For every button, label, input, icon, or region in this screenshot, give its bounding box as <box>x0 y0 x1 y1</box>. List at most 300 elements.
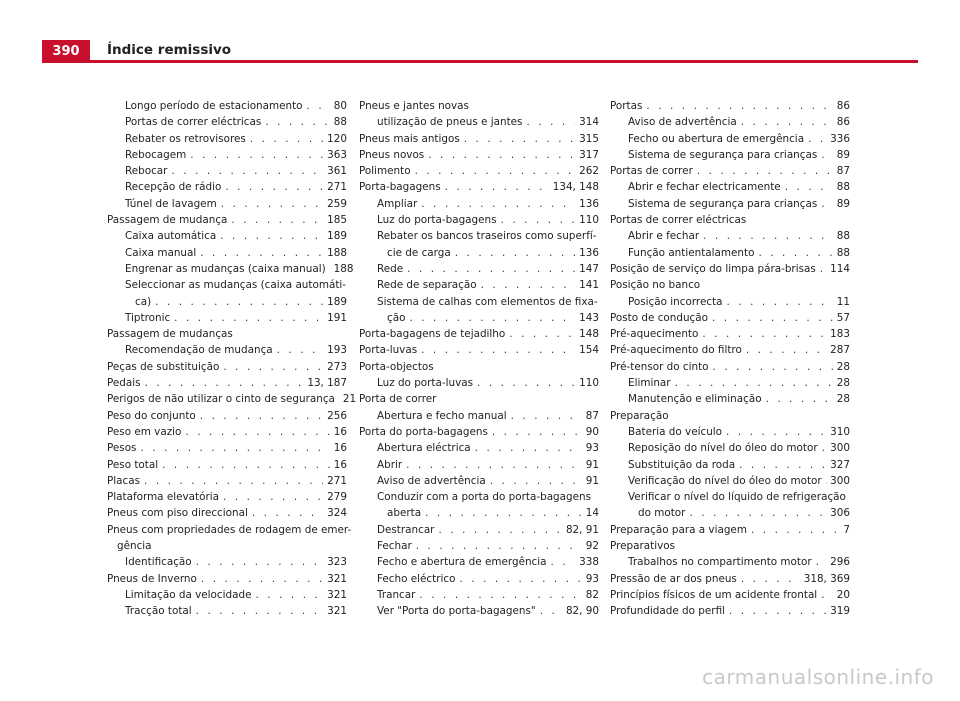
entry-page: 183 <box>830 328 850 341</box>
index-entry <box>107 261 354 277</box>
dot-leader <box>741 571 800 587</box>
dot-leader <box>526 114 575 130</box>
index-entry <box>107 196 347 212</box>
index-entry <box>610 179 850 195</box>
dot-leader <box>196 603 323 619</box>
dot-leader <box>196 554 323 570</box>
index-entry <box>359 408 599 424</box>
entry-text: Placas <box>107 474 141 487</box>
dot-leader <box>277 342 324 358</box>
dot-leader <box>746 342 826 358</box>
header-rule <box>42 60 918 63</box>
index-entry <box>359 538 599 554</box>
index-entry <box>107 114 347 130</box>
dot-leader <box>265 114 330 130</box>
entry-text: Eliminar <box>628 377 671 390</box>
dot-leader <box>459 571 581 587</box>
index-column-2 <box>359 98 599 620</box>
entry-page: 110 <box>579 214 599 227</box>
dot-leader <box>739 457 826 473</box>
index-entry <box>107 587 347 603</box>
entry-page: 82, 90 <box>565 605 599 618</box>
entry-text: Caixa automática <box>125 230 217 243</box>
entry-page: 271 <box>327 181 347 194</box>
entry-text: Rebocar <box>125 165 168 178</box>
entry-page: 82 <box>585 588 599 601</box>
entry-text: Função antientalamento <box>628 246 755 259</box>
dot-leader <box>492 424 582 440</box>
page-number: 390 <box>42 40 90 63</box>
dot-leader <box>174 310 323 326</box>
entry-text-continued: do motor <box>638 507 686 520</box>
dot-leader <box>509 326 575 342</box>
entry-page: 28 <box>836 377 850 390</box>
entry-text: Seleccionar as mudanças (caixa automáti- <box>125 279 347 292</box>
entry-page: 296 <box>830 556 850 569</box>
index-heading: Porta-objectos <box>359 360 434 373</box>
entry-text: Porta-bagagens <box>359 181 441 194</box>
dot-leader <box>307 98 330 114</box>
dot-leader <box>727 294 833 310</box>
entry-text-continued: gência <box>117 540 152 553</box>
entry-text: Porta do porta-bagagens <box>359 425 488 438</box>
dot-leader <box>822 440 827 456</box>
entry-text-continued: ca) <box>135 295 152 308</box>
entry-text: Portas de correr eléctricas <box>125 116 262 129</box>
entry-text: Pré-aquecimento do filtro <box>610 344 742 357</box>
index-heading: Posição no banco <box>610 279 701 292</box>
index-entry <box>359 114 599 130</box>
index-entry <box>359 277 599 293</box>
index-entry <box>610 310 850 326</box>
dot-leader <box>225 179 323 195</box>
dot-leader <box>231 212 323 228</box>
entry-text: Trabalhos no compartimento motor <box>628 556 812 569</box>
dot-leader <box>808 131 826 147</box>
entry-text-continued: cie de carga <box>387 246 451 259</box>
entry-page: 154 <box>579 344 599 357</box>
index-entry <box>610 131 850 147</box>
dot-leader <box>221 196 323 212</box>
entry-text: Fecho eléctrico <box>377 572 456 585</box>
dot-leader <box>646 98 832 114</box>
entry-text: Polimento <box>359 165 411 178</box>
index-entry <box>107 522 352 555</box>
entry-page: 310 <box>830 425 850 438</box>
index-entry <box>107 554 347 570</box>
entry-page: 321 <box>327 588 347 601</box>
index-entry <box>359 131 599 147</box>
entry-text: Princípios físicos de um acidente frontal <box>610 588 818 601</box>
entry-text: Passagem de mudança <box>107 214 228 227</box>
page-title: Índice remissivo <box>107 42 232 58</box>
index-entry <box>107 228 347 244</box>
entry-page: 279 <box>327 491 347 504</box>
dot-leader <box>415 163 576 179</box>
index-entry <box>610 261 850 277</box>
entry-text: Fecho e abertura de emergência <box>377 556 547 569</box>
entry-page: 318, 369 <box>803 572 850 585</box>
index-heading: Preparativos <box>610 540 676 553</box>
index-entry <box>359 342 599 358</box>
entry-page: 191 <box>327 311 347 324</box>
entry-text: Recomendação de mudança <box>125 344 273 357</box>
index-entry <box>107 505 347 521</box>
entry-text: Posição de serviço do limpa pára-brisas <box>610 262 816 275</box>
entry-page: 141 <box>579 279 599 292</box>
entry-page: 338 <box>579 556 599 569</box>
index-heading: Portas de correr eléctricas <box>610 214 747 227</box>
dot-leader <box>464 131 575 147</box>
index-entry <box>107 473 347 489</box>
dot-leader <box>511 408 582 424</box>
index-entry <box>610 245 850 261</box>
entry-text: Engrenar as mudanças (caixa manual) <box>125 262 326 275</box>
entry-page: 28 <box>836 360 850 373</box>
entry-page: 189 <box>327 295 347 308</box>
entry-text: Manutenção e eliminação <box>628 393 762 406</box>
entry-text: Peso em vazio <box>107 425 182 438</box>
entry-text: Verificar o nível do líquido de refrigeração <box>628 491 846 504</box>
index-entry <box>359 212 599 228</box>
entry-text: Sistema de calhas com elementos de fixa- <box>377 295 598 308</box>
index-entry <box>359 457 599 473</box>
entry-text: Fechar <box>377 540 412 553</box>
entry-page: 120 <box>327 132 347 145</box>
entry-text: Rede <box>377 262 404 275</box>
entry-page: 86 <box>836 100 850 112</box>
dot-leader <box>220 228 323 244</box>
entry-page: 189 <box>327 230 347 243</box>
entry-text: Verificação do nível do óleo do motor <box>628 474 822 487</box>
entry-page: 134, 148 <box>552 181 599 194</box>
entry-page: 327 <box>830 458 850 471</box>
dot-leader <box>501 212 576 228</box>
index-entry <box>610 147 850 163</box>
entry-text: Substituição da roda <box>628 458 736 471</box>
watermark: carmanualsonline.info <box>702 665 934 689</box>
entry-text: Recepção de rádio <box>125 181 222 194</box>
entry-page: 92 <box>585 540 599 553</box>
index-entry <box>107 603 347 619</box>
entry-page: 86 <box>836 116 850 129</box>
index-entry <box>610 440 850 456</box>
entry-text: Preparação para a viagem <box>610 523 747 536</box>
index-entry <box>359 587 599 603</box>
entry-page: 88 <box>836 181 850 194</box>
entry-page: 88 <box>836 246 850 259</box>
index-entry <box>359 571 599 587</box>
entry-text: Peso total <box>107 458 159 471</box>
entry-page: 188 <box>333 262 354 275</box>
index-entry <box>610 554 850 570</box>
entry-text: Posição incorrecta <box>628 295 723 308</box>
entry-page: 188 <box>327 246 347 259</box>
dot-leader <box>816 554 827 570</box>
index-entry <box>107 440 347 456</box>
index-entry <box>107 245 347 261</box>
dot-leader <box>419 587 581 603</box>
index-entry <box>610 473 850 489</box>
index-entry <box>107 179 347 195</box>
index-entry <box>610 587 850 603</box>
entry-page: 87 <box>836 165 850 178</box>
index-entry <box>107 98 347 114</box>
entry-text: Luz do porta-luvas <box>377 377 474 390</box>
entry-text: Perigos de não utilizar o cinto de segurança <box>107 393 335 406</box>
entry-page: 300 <box>830 442 850 455</box>
index-entry <box>610 294 850 310</box>
dot-leader <box>140 440 329 456</box>
entry-text: Rebocagem <box>125 148 187 161</box>
entry-text: Luz do porta-bagagens <box>377 214 497 227</box>
entry-page: 88 <box>836 230 850 243</box>
entry-text: Pneus com piso direccional <box>107 507 248 520</box>
index-entry <box>107 212 347 228</box>
dot-leader <box>675 375 833 391</box>
dot-leader <box>223 359 323 375</box>
dot-leader <box>421 342 575 358</box>
entry-page: 91 <box>585 474 599 487</box>
dot-leader <box>200 408 323 424</box>
index-heading: Preparação <box>610 409 669 422</box>
dot-leader <box>751 522 839 538</box>
index-entry <box>610 375 850 391</box>
index-entry <box>610 359 850 375</box>
entry-page: 323 <box>327 556 347 569</box>
entry-page: 110 <box>579 377 599 390</box>
entry-text: Ampliar <box>377 197 418 210</box>
entry-page: 306 <box>830 507 850 520</box>
entry-page: 57 <box>836 311 850 324</box>
entry-text: Abrir e fechar <box>628 230 700 243</box>
entry-text: Pneus de Inverno <box>107 572 197 585</box>
entry-page: 14 <box>585 507 599 520</box>
index-entry <box>359 603 599 619</box>
index-entry <box>107 571 347 587</box>
entry-page: 89 <box>836 148 850 161</box>
entry-page: 185 <box>327 214 347 227</box>
entry-text: Pneus novos <box>359 148 425 161</box>
entry-page: 147 <box>579 262 599 275</box>
index-entry <box>107 424 347 440</box>
entry-page: 321 <box>327 605 347 618</box>
dot-leader <box>190 147 323 163</box>
dot-leader <box>689 505 826 521</box>
index-entry <box>359 424 599 440</box>
dot-leader <box>421 196 575 212</box>
index-entry <box>359 196 599 212</box>
dot-leader <box>766 391 833 407</box>
entry-page: 7 <box>843 523 850 536</box>
entry-text-continued: aberta <box>387 507 422 520</box>
entry-text: Pneus com propriedades de rodagem de emer- <box>107 523 352 536</box>
dot-leader <box>821 196 833 212</box>
index-entry <box>107 391 357 407</box>
index-entry <box>610 522 850 538</box>
index-entry <box>359 228 599 261</box>
entry-text: Destrancar <box>377 523 435 536</box>
dot-leader <box>185 424 329 440</box>
index-entry <box>610 424 850 440</box>
entry-page: 136 <box>579 246 599 259</box>
entry-page: 16 <box>333 442 347 455</box>
entry-page: 324 <box>327 507 347 520</box>
index-entry <box>359 326 599 342</box>
index-entry <box>107 147 347 163</box>
index-entry <box>610 391 850 407</box>
entry-text: Pesos <box>107 442 137 455</box>
entry-page: 87 <box>585 409 599 422</box>
entry-text: Porta-bagagens de tejadilho <box>359 328 506 341</box>
dot-leader <box>438 522 561 538</box>
dot-leader <box>252 505 323 521</box>
index-entry <box>107 131 347 147</box>
entry-text: Tracção total <box>125 605 192 618</box>
entry-text: Conduzir com a porta do porta-bagagens <box>377 491 592 504</box>
entry-text: Reposição do nível do óleo do motor <box>628 442 818 455</box>
entry-page: 143 <box>579 311 599 324</box>
index-entry <box>359 294 599 327</box>
entry-text: Rede de separação <box>377 279 477 292</box>
index-heading: Porta de correr <box>359 393 437 406</box>
entry-text: Sistema de segurança para crianças <box>628 148 818 161</box>
index-entry <box>107 489 347 505</box>
dot-leader <box>155 294 323 310</box>
entry-page: 336 <box>830 132 850 145</box>
entry-text: Rebater os bancos traseiros como superfí- <box>377 230 597 243</box>
entry-text: Bateria do veículo <box>628 425 723 438</box>
entry-text: Fecho ou abertura de emergência <box>628 132 805 145</box>
entry-page: 13, 187 <box>307 377 347 390</box>
dot-leader <box>702 326 826 342</box>
entry-page: 363 <box>327 148 347 161</box>
index-entry <box>610 326 850 342</box>
entry-page: 262 <box>579 165 599 178</box>
entry-text: Túnel de lavagem <box>125 197 217 210</box>
entry-page: 91 <box>585 458 599 471</box>
entry-text: Pré-aquecimento <box>610 328 699 341</box>
dot-leader <box>821 587 833 603</box>
entry-text: Abrir <box>377 458 403 471</box>
index-entry <box>359 375 599 391</box>
index-entry <box>107 408 347 424</box>
entry-text: Posto de condução <box>610 311 708 324</box>
dot-leader <box>475 440 582 456</box>
entry-text: Pneus mais antigos <box>359 132 460 145</box>
entry-page: 300 <box>830 474 850 487</box>
entry-page: 136 <box>579 197 599 210</box>
entry-page: 28 <box>836 393 850 406</box>
index-entry <box>107 277 347 310</box>
entry-page: 361 <box>327 165 347 178</box>
index-entry <box>610 114 850 130</box>
entry-page: 11 <box>836 295 850 308</box>
dot-leader <box>741 114 833 130</box>
index-entry <box>107 457 347 473</box>
index-heading: Passagem de mudanças <box>107 328 233 341</box>
dot-leader <box>445 179 549 195</box>
dot-leader <box>407 261 575 277</box>
index-entry <box>359 473 599 489</box>
index-entry <box>359 179 599 195</box>
dot-leader <box>162 457 330 473</box>
dot-leader <box>200 245 323 261</box>
entry-text: Rebater os retrovisores <box>125 132 246 145</box>
entry-page: 319 <box>830 605 850 618</box>
dot-leader <box>171 163 323 179</box>
entry-page: 314 <box>579 116 599 129</box>
entry-page: 256 <box>327 409 347 422</box>
dot-leader <box>406 457 582 473</box>
index-entry <box>359 489 599 522</box>
index-entry <box>359 147 599 163</box>
index-entry <box>107 310 347 326</box>
entry-text: Portas <box>610 100 643 112</box>
dot-leader <box>223 489 323 505</box>
index-entry <box>610 342 850 358</box>
entry-text: Peças de substituição <box>107 360 220 373</box>
dot-leader <box>820 261 826 277</box>
dot-leader <box>758 245 832 261</box>
dot-leader <box>477 375 575 391</box>
entry-text: Abertura e fecho manual <box>377 409 507 422</box>
index-entry <box>610 457 850 473</box>
entry-text: Pedais <box>107 377 141 390</box>
entry-text: utilização de pneus e jantes <box>377 116 523 129</box>
entry-page: 273 <box>327 360 347 373</box>
dot-leader <box>712 310 833 326</box>
index-entry <box>610 98 850 114</box>
index-entry <box>359 261 599 277</box>
entry-text: Plataforma elevatória <box>107 491 220 504</box>
entry-text: Aviso de advertência <box>628 116 737 129</box>
entry-page: 16 <box>333 458 347 471</box>
entry-text: Identificação <box>125 556 192 569</box>
entry-page: 114 <box>830 262 850 275</box>
entry-page: 93 <box>585 442 599 455</box>
entry-text: Caixa manual <box>125 246 197 259</box>
dot-leader <box>145 375 304 391</box>
index-heading: Pneus e jantes novas <box>359 100 469 112</box>
index-entry <box>610 163 850 179</box>
index-entry <box>107 375 347 391</box>
dot-leader <box>416 538 582 554</box>
entry-text: Abrir e fechar electricamente <box>628 181 781 194</box>
entry-page: 287 <box>830 344 850 357</box>
index-entry <box>610 571 850 587</box>
index-entry <box>107 342 347 358</box>
dot-leader <box>551 554 576 570</box>
entry-page: 259 <box>327 197 347 210</box>
dot-leader <box>697 163 833 179</box>
index-entry <box>107 359 347 375</box>
dot-leader <box>425 505 582 521</box>
dot-leader <box>726 424 826 440</box>
entry-page: 21 <box>342 393 357 406</box>
index-entry <box>359 163 599 179</box>
entry-page: 317 <box>579 148 599 161</box>
index-entry <box>359 522 599 538</box>
entry-text: Pré-tensor do cinto <box>610 360 709 373</box>
entry-page: 148 <box>579 328 599 341</box>
index-entry <box>610 228 850 244</box>
dot-leader <box>455 245 575 261</box>
index-entry <box>610 603 850 619</box>
entry-page: 88 <box>333 116 347 129</box>
index-entry <box>610 196 850 212</box>
entry-text: Ver "Porta do porta-bagagens" <box>377 605 536 618</box>
